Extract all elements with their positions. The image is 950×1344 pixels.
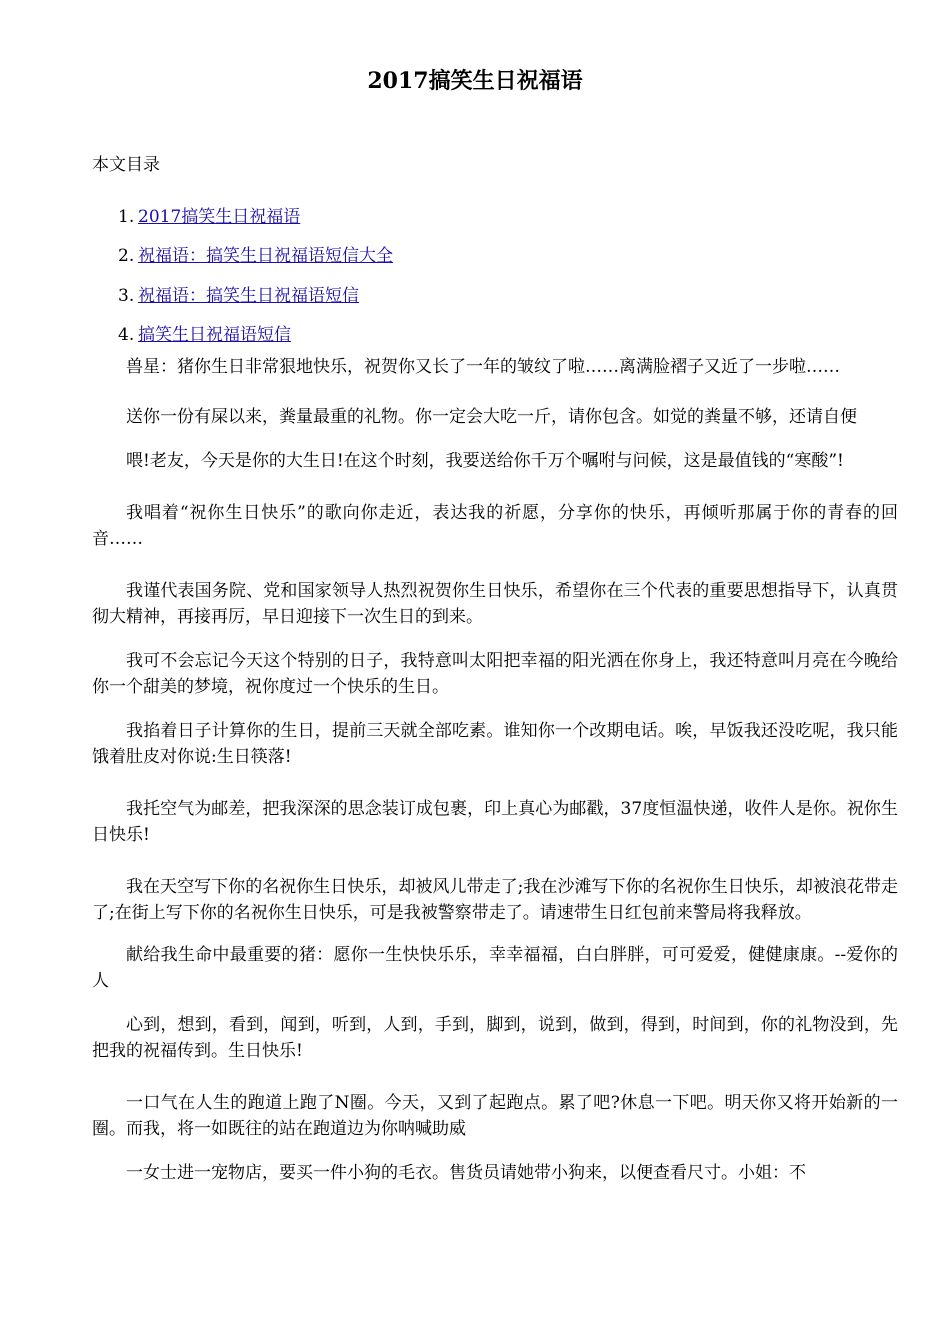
document-title: 2017搞笑生日祝福语 [367, 68, 583, 94]
body-paragraph: 我谨代表国务院、党和国家领导人热烈祝贺你生日快乐，希望你在三个代表的重要思想指导下，认真贯彻大精神，再接再厉，早日迎接下一次生日的到来。 [92, 581, 898, 627]
toc-item-number: 1. [118, 207, 135, 227]
body-paragraph: 我可不会忘记今天这个特别的日子，我特意叫太阳把幸福的阳光洒在你身上，我还特意叫月亮在今晚给你一个甜美的梦境，祝你度过一个快乐的生日。 [92, 651, 898, 697]
toc-item [92, 204, 393, 243]
toc-link-3[interactable]: 祝福语：搞笑生日祝福语短信 [138, 285, 359, 306]
body-paragraph: 一口气在人生的跑道上跑了N圈。今天，又到了起跑点。累了吧?休息一下吧。明天你又将开始新的一圈。而我，将一如既往的站在跑道边为你呐喊助威 [92, 1093, 898, 1139]
body-paragraph: 我掐着日子计算你的生日，提前三天就全部吃素。谁知你一个改期电话。唉，早饭我还没吃呢，我只能饿着肚皮对你说:生日筷落! [92, 721, 898, 767]
toc-link-4[interactable]: 搞笑生日祝福语短信 [138, 324, 291, 345]
table-of-contents [92, 204, 393, 361]
body-paragraph: 兽星：猪你生日非常狠地快乐，祝贺你又长了一年的皱纹了啦……离满脸褶子又近了一步啦…… [126, 357, 840, 377]
body-paragraph: 我托空气为邮差，把我深深的思念装订成包裹，印上真心为邮戳，37度恒温快递，收件人是你。祝你生日快乐! [92, 799, 898, 845]
body-paragraph: 献给我生命中最重要的猪：愿你一生快快乐乐，幸幸福福，白白胖胖，可可爱爱，健健康康。--爱你的人 [92, 945, 898, 991]
toc-item-number: 4. [118, 324, 135, 345]
body-paragraph: 我在天空写下你的名祝你生日快乐，却被风儿带走了;我在沙滩写下你的名祝你生日快乐，却被浪花带走了;在街上写下你的名祝你生日快乐，可是我被警察带走了。请速带生日红包前来警局将我释放。 [92, 877, 898, 923]
document-body [92, 354, 898, 1186]
body-paragraph: 一女士进一宠物店，要买一件小狗的毛衣。售货员请她带小狗来，以便查看尺寸。小姐：不 [126, 1163, 806, 1183]
toc-item [92, 283, 393, 322]
toc-link-1[interactable]: 2017搞笑生日祝福语 [138, 207, 301, 227]
body-paragraph: 我唱着“祝你生日快乐”的歌向你走近，表达我的祈愿，分享你的快乐，再倾听那属于你的青春的回音…… [92, 503, 898, 549]
body-paragraph: 送你一份有屎以来，粪量最重的礼物。你一定会大吃一斤，请你包含。如觉的粪量不够，还请自便 [126, 407, 857, 427]
toc-item-number: 2. [118, 246, 135, 267]
toc-heading: 本文目录 [92, 155, 160, 175]
body-paragraph: 心到，想到，看到，闻到，听到，人到，手到，脚到，说到，做到，得到，时间到，你的礼物没到，先把我的祝福传到。生日快乐! [92, 1015, 898, 1061]
body-paragraph: 喂!老友，今天是你的大生日!在这个时刻，我要送给你千万个嘱咐与问候，这是最值钱的“寒酸”! [126, 451, 844, 471]
toc-link-2[interactable]: 祝福语：搞笑生日祝福语短信大全 [138, 246, 393, 267]
toc-item-number: 3. [118, 285, 135, 306]
toc-item [92, 243, 393, 282]
